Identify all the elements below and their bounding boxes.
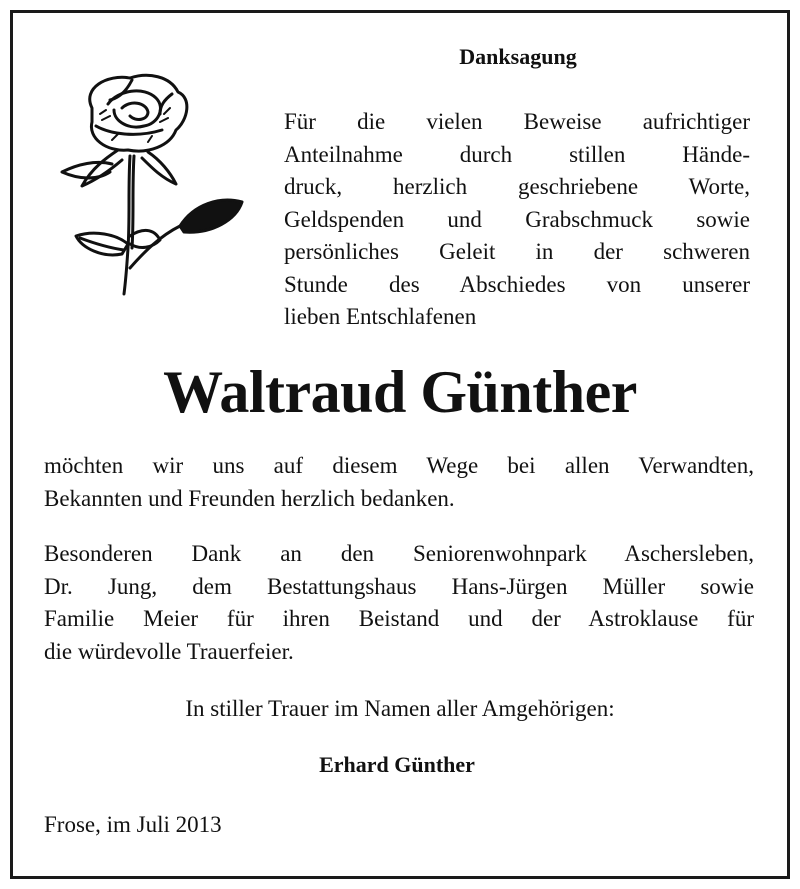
thanks-line: möchten wir uns auf diesem Wege bei allen Verwandten, [44, 453, 754, 478]
heading-danksagung: Danksagung [459, 44, 577, 69]
deceased-name: Waltraud Günther [163, 359, 637, 425]
special-thanks-paragraph [44, 538, 754, 668]
special-thanks-line: Familie Meier für ihren Beistand und der Astroklause für [44, 606, 754, 631]
intro-line: persönliches Geleit in der schweren [284, 239, 750, 264]
intro-line: Stunde des Abschiedes von unserer [284, 271, 750, 297]
intro-line: Anteilnahme durch stillen Hände- [284, 141, 750, 167]
intro-line: druck, herzlich geschriebene Worte, [284, 174, 750, 199]
thanks-line: Bekannten und Freunden herzlich bedanken. [44, 485, 455, 511]
special-thanks-line: Besonderen Dank an den Seniorenwohnpark Aschersleben, [44, 541, 754, 566]
special-thanks-line: die würdevolle Trauerfeier. [44, 638, 294, 664]
thanks-paragraph [44, 450, 754, 515]
intro-line: lieben Entschlafenen [284, 304, 477, 329]
intro-line: Für die vielen Beweise aufrichtiger [284, 109, 750, 134]
rose-icon [52, 68, 252, 300]
place-date: Frose, im Juli 2013 [44, 812, 222, 837]
intro-line: Geldspenden und Grabschmuck sowie [284, 206, 750, 232]
signer-name: Erhard Günther [319, 752, 475, 777]
intro-text [284, 106, 750, 334]
special-thanks-line: Dr. Jung, dem Bestattungshaus Hans-Jürgen Müller sowie [44, 573, 754, 599]
closing-line: In stiller Trauer im Namen aller Amgehörigen: [185, 696, 615, 721]
